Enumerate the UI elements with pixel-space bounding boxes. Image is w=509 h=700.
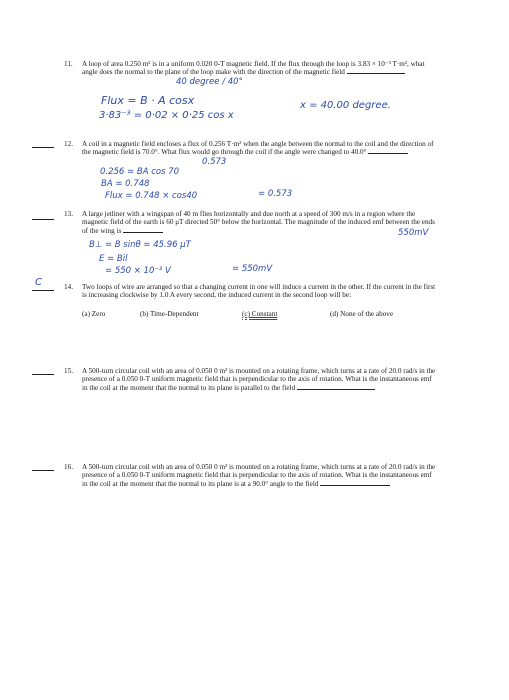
answer-blank [347, 73, 405, 74]
handwritten-work-line: 3·83⁻³ = 0·02 × 0·25 cos x [99, 110, 234, 121]
question-number: 11. [64, 60, 73, 68]
handwritten-result: = 550mV [232, 264, 273, 274]
question-number: 14. [64, 283, 73, 291]
answer-blank-left [32, 364, 54, 375]
handwritten-work-line: 0.256 = BA cos 70 [100, 167, 180, 177]
answer-blank [320, 485, 390, 486]
option-b: (b) Time-Dependent [140, 310, 199, 318]
answer-blank-left [32, 460, 54, 471]
question-number: 12. [64, 140, 73, 148]
handwritten-work-line: Flux = B · A cosx [101, 94, 195, 107]
handwritten-result: = 0.573 [258, 189, 293, 199]
handwritten-answer: 0.573 [202, 157, 227, 167]
handwritten-work-line: = 550 × 10⁻³ V [105, 266, 171, 276]
option-a: (a) Zero [82, 310, 106, 318]
question-number: 16. [64, 463, 73, 471]
answer-blank [297, 389, 375, 390]
answer-blank-left [32, 137, 54, 148]
question-text: A loop of area 0.250 m² is in a uniform 0.020 0-T magnetic field. If the flux through the loop is 3.83 × 10⁻³ T·m², what angle does the normal to the plane of the loop make with the direction of the magnetic field [82, 60, 425, 77]
question-text: A 500-turn circular coil with an area of 0.050 0 m² is mounted on a rotating frame, which turns at a rate of 20.0 rad/s in the presence of a 0.050 0-T uniform magnetic field that is perpendicular to the axis of rotation. What is the instantaneous emf in the coil at the moment that the normal to its plane is parallel to the field [82, 367, 436, 392]
option-c: (c) Constant [242, 310, 278, 318]
option-d: (d) None of the above [330, 310, 394, 318]
question-number: 13. [64, 210, 73, 218]
handwritten-work-line: B⊥ = B sinθ = 45.96 μT [89, 240, 191, 250]
handwritten-answer: 40 degree / 40° [176, 77, 243, 87]
answer-blank [123, 232, 163, 233]
handwritten-work-line: BA = 0.748 [101, 179, 150, 189]
question-text: Two loops of wire are arranged so that a changing current in one will induce a current in the other. If the current in the first is increasing clockwise by 1.0 A every second, the induced current in the second loop will be: [82, 283, 436, 300]
handwritten-answer: 550mV [398, 228, 429, 238]
question-number: 15. [64, 367, 73, 375]
handwritten-work-line: E = Bil [99, 254, 128, 264]
question-text: A 500-turn circular coil with an area of 0.050 0 m² is mounted on a rotating frame, which turns at a rate of 20.0 rad/s in the presence of a 0.050 0-T uniform magnetic field that is perpendicular to the axis of rotation. What is the instantaneous emf in the coil at the moment that the normal to its plane is at a 90.0° angle to the field [82, 463, 436, 488]
answer-options [82, 310, 442, 318]
answer-blank-left [32, 209, 54, 220]
handwritten-answer-letter: C [35, 277, 42, 288]
answer-blank [368, 153, 408, 154]
question-text: A coil in a magnetic field encloses a flux of 0.256 T·m² when the angle between the normal to the coil and the direction of the magnetic field is 70.0°. What flux would go through the coil if the angle were changed to 40.0° [82, 140, 434, 157]
handwritten-result: x = 40.00 degree. [300, 100, 391, 111]
question-text: A large jetliner with a wingspan of 40 m flies horizontally and due north at a speed of 300 m/s in a region where the magnetic field of the earth is 60 μT directed 50° below the horizontal. The magnitude of the induced emf between the ends of the wing is [82, 210, 435, 235]
handwritten-work-line: Flux = 0.748 × cos40 [105, 191, 198, 201]
